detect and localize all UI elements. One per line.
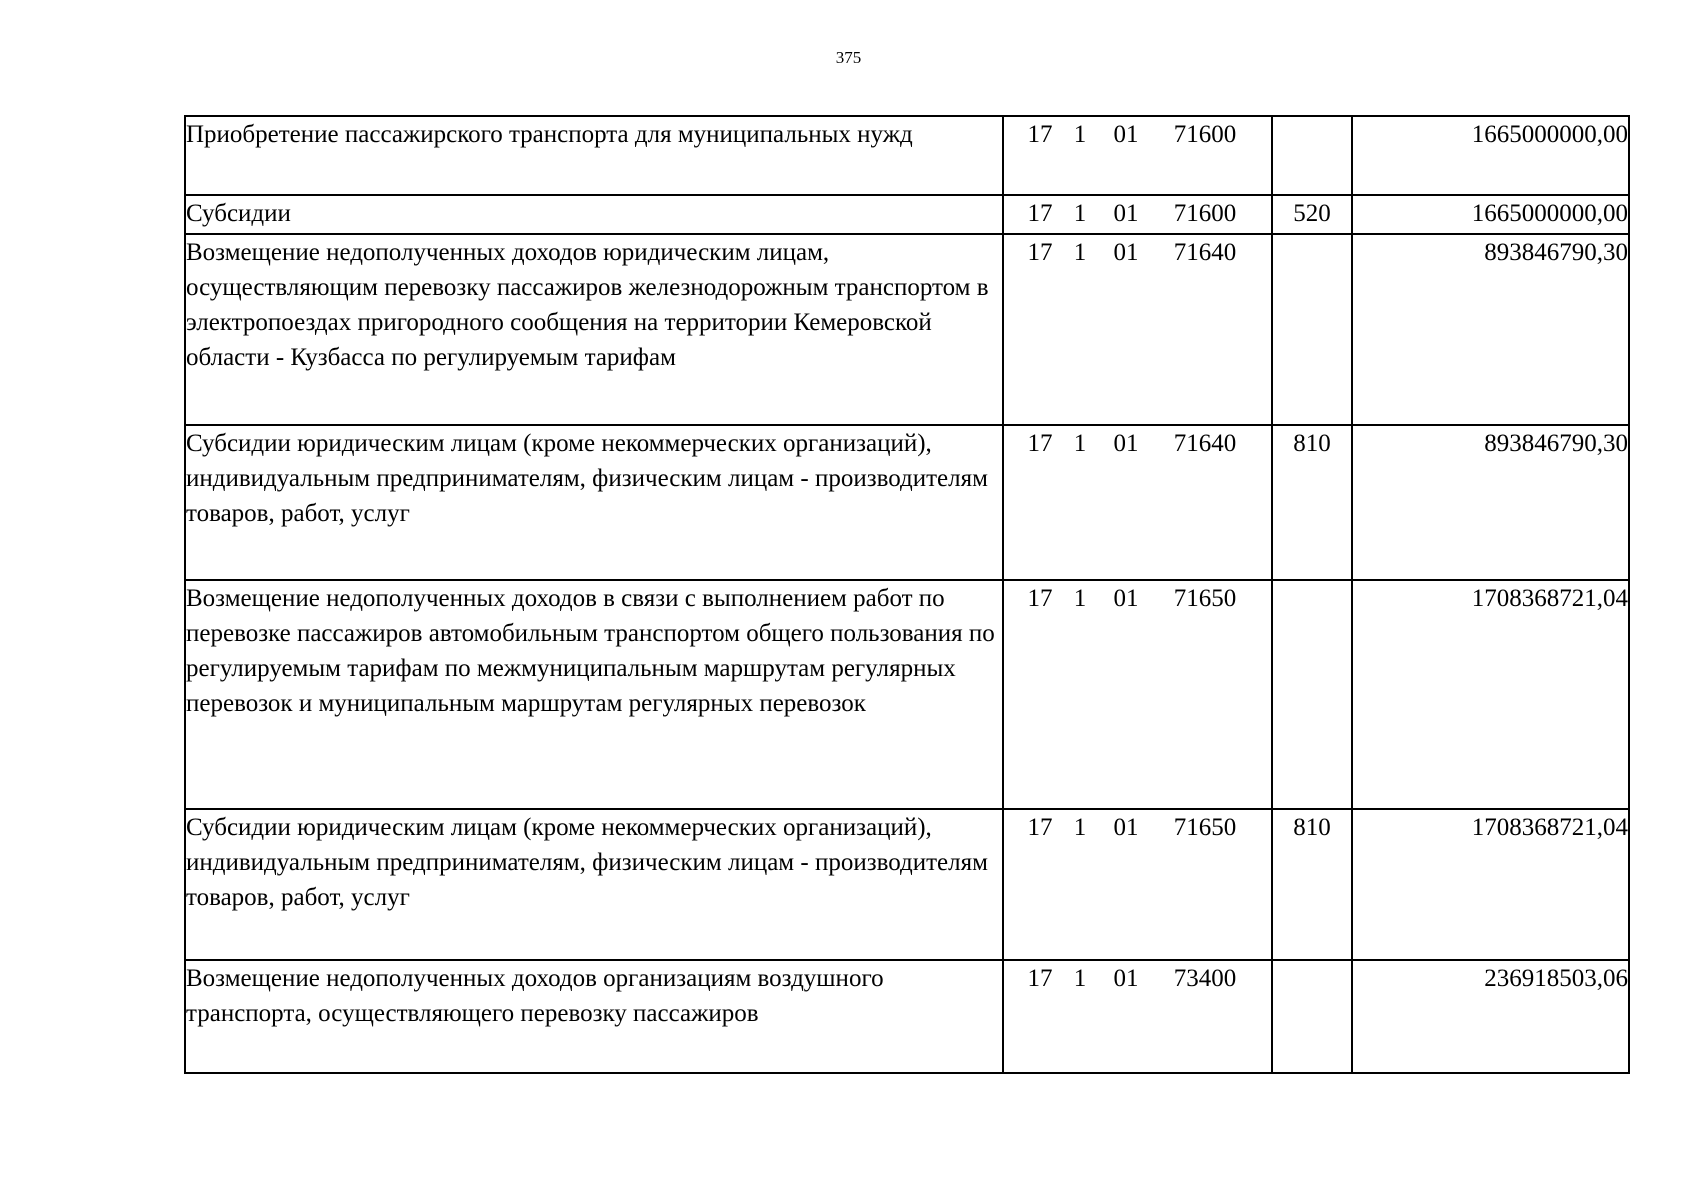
row-description: Возмещение недополученных доходов юридическим лицам, осуществляющим перевозку пассажиров железнодорожным транспортом в электропоездах пригородного сообщения на территории Кемеровской области - Кузбасса по регулируемым тарифам: [185, 234, 1003, 425]
direction-code: 71640: [1173, 239, 1237, 266]
subprogram-code: 1: [1073, 814, 1087, 841]
amount-value: 1708368721,04: [1352, 580, 1629, 809]
subprogram-code: 1: [1073, 121, 1087, 148]
amount-value: 893846790,30: [1352, 234, 1629, 425]
expense-type-code: 810: [1272, 425, 1352, 580]
program-code: 17: [1027, 814, 1053, 841]
program-code: 17: [1027, 585, 1053, 612]
row-description: Возмещение недополученных доходов организациям воздушного транспорта, осуществляющего перевозку пассажиров: [185, 960, 1003, 1073]
table-row: [185, 960, 1629, 1073]
row-description: Возмещение недополученных доходов в связи с выполнением работ по перевозке пассажиров автомобильным транспортом общего пользования по регулируемым тарифам по межмуниципальным маршрутам регулярных перевозок и муниципальным маршрутам регулярных перевозок: [185, 580, 1003, 809]
subprogram-code: 1: [1073, 239, 1087, 266]
direction-code: 71600: [1173, 200, 1237, 227]
table-row: [185, 234, 1629, 425]
row-description: Субсидии юридическим лицам (кроме некоммерческих организаций), индивидуальным предпринимателям, физическим лицам - производителям товаров, работ, услуг: [185, 425, 1003, 580]
main-event-code: 01: [1113, 239, 1139, 266]
table-row: [185, 809, 1629, 960]
expense-type-code: 810: [1272, 809, 1352, 960]
main-event-code: 01: [1113, 814, 1139, 841]
main-event-code: 01: [1113, 430, 1139, 457]
program-code: 17: [1027, 239, 1053, 266]
table-row: [185, 425, 1629, 580]
row-codes: [1003, 116, 1272, 195]
amount-value: 1708368721,04: [1352, 809, 1629, 960]
row-codes: [1003, 809, 1272, 960]
row-codes: [1003, 195, 1272, 234]
program-code: 17: [1027, 121, 1053, 148]
main-event-code: 01: [1113, 121, 1139, 148]
direction-code: 71600: [1173, 121, 1237, 148]
expense-type-code: [1272, 580, 1352, 809]
row-codes: [1003, 960, 1272, 1073]
main-event-code: 01: [1113, 965, 1139, 992]
row-description: Приобретение пассажирского транспорта для муниципальных нужд: [185, 116, 1003, 195]
amount-value: 1665000000,00: [1352, 195, 1629, 234]
direction-code: 71650: [1173, 814, 1237, 841]
row-codes: [1003, 580, 1272, 809]
main-event-code: 01: [1113, 200, 1139, 227]
program-code: 17: [1027, 200, 1053, 227]
program-code: 17: [1027, 965, 1053, 992]
row-codes: [1003, 234, 1272, 425]
table-row: [185, 116, 1629, 195]
table-row: [185, 195, 1629, 234]
expense-type-code: [1272, 116, 1352, 195]
expense-type-code: 520: [1272, 195, 1352, 234]
row-description: Субсидии юридическим лицам (кроме некоммерческих организаций), индивидуальным предпринимателям, физическим лицам - производителям товаров, работ, услуг: [185, 809, 1003, 960]
page-number: 375: [835, 48, 862, 67]
budget-table: [184, 115, 1630, 1074]
amount-value: 1665000000,00: [1352, 116, 1629, 195]
subprogram-code: 1: [1073, 200, 1087, 227]
table-row: [185, 580, 1629, 809]
direction-code: 73400: [1173, 965, 1237, 992]
row-description: Субсидии: [185, 195, 1003, 234]
subprogram-code: 1: [1073, 430, 1087, 457]
amount-value: 893846790,30: [1352, 425, 1629, 580]
subprogram-code: 1: [1073, 965, 1087, 992]
direction-code: 71640: [1173, 430, 1237, 457]
direction-code: 71650: [1173, 585, 1237, 612]
expense-type-code: [1272, 234, 1352, 425]
amount-value: 236918503,06: [1352, 960, 1629, 1073]
subprogram-code: 1: [1073, 585, 1087, 612]
main-event-code: 01: [1113, 585, 1139, 612]
row-codes: [1003, 425, 1272, 580]
program-code: 17: [1027, 430, 1053, 457]
expense-type-code: [1272, 960, 1352, 1073]
